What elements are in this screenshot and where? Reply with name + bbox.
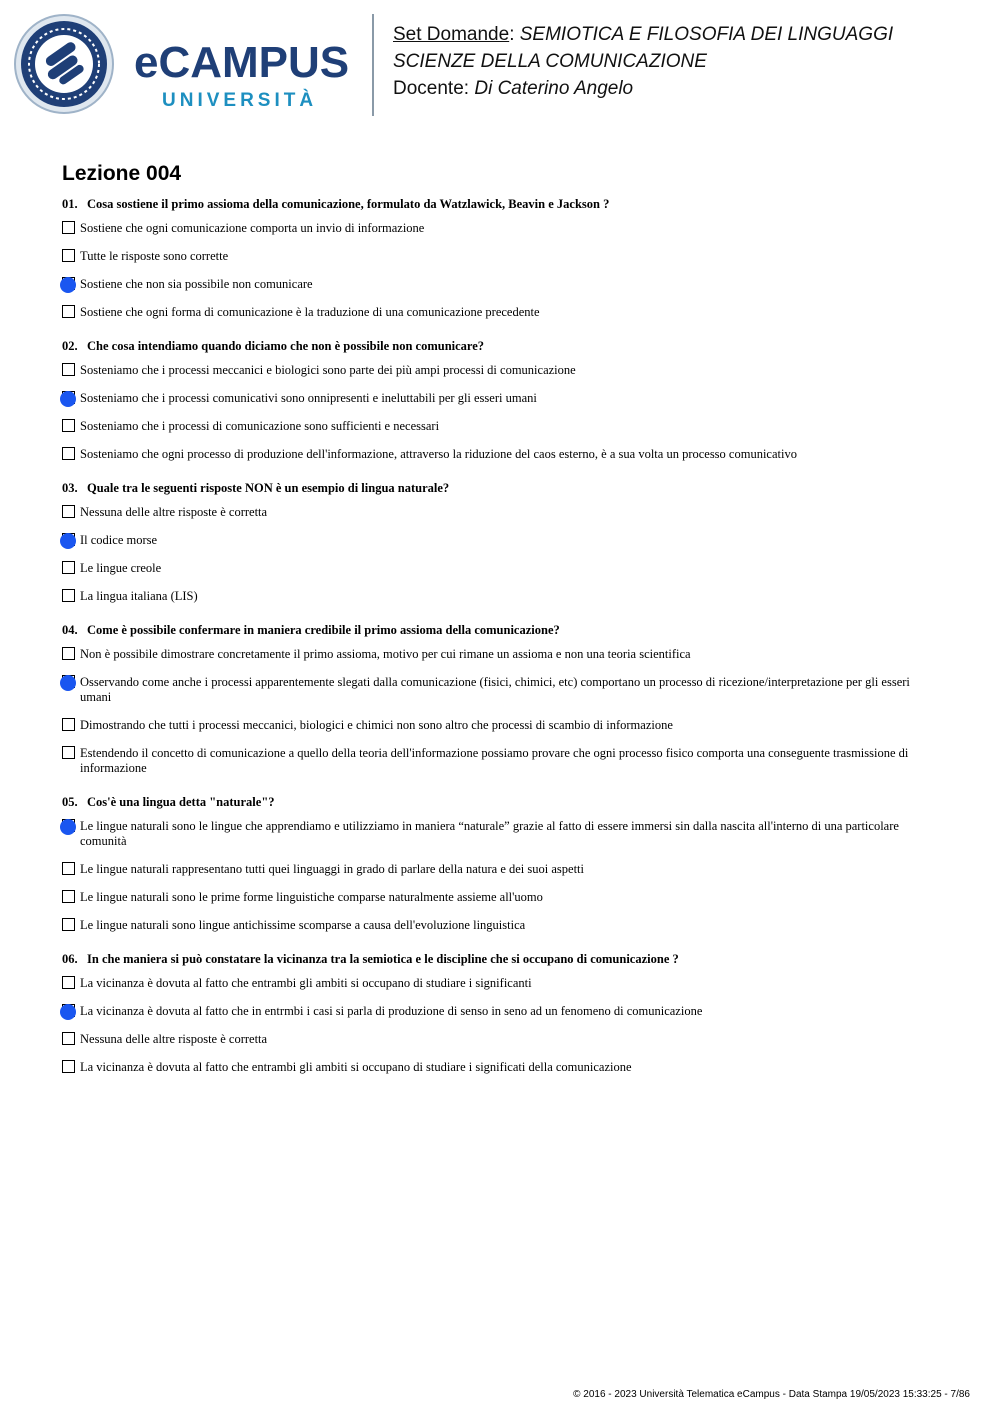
checkbox[interactable] bbox=[62, 976, 75, 989]
question-title bbox=[62, 196, 922, 212]
answer-text: Sosteniamo che i processi di comunicazione sono sufficienti e necessari bbox=[80, 419, 440, 433]
answer-option[interactable] bbox=[62, 976, 922, 991]
checkbox[interactable] bbox=[62, 363, 75, 376]
question-title bbox=[62, 951, 922, 967]
answer-option[interactable] bbox=[62, 819, 922, 849]
checkbox[interactable] bbox=[62, 1060, 75, 1073]
set-subtitle-line bbox=[393, 48, 893, 75]
question-text: Cos'è una lingua detta "naturale"? bbox=[87, 795, 275, 809]
selected-dot-icon bbox=[60, 391, 76, 407]
answer-text: Sostiene che ogni forma di comunicazione è la traduzione di una comunicazione precedente bbox=[80, 305, 540, 319]
question-item bbox=[62, 951, 922, 1075]
answer-text: Le lingue creole bbox=[80, 561, 162, 575]
checkbox[interactable] bbox=[62, 505, 75, 518]
question-number: 06. bbox=[62, 952, 78, 966]
answer-text: Sostiene che ogni comunicazione comporta un invio di informazione bbox=[80, 221, 425, 235]
answer-option[interactable] bbox=[62, 746, 922, 776]
answer-option[interactable] bbox=[62, 561, 922, 576]
set-line: Set Domande: SEMIOTICA E FILOSOFIA DEI LINGUAGGI bbox=[393, 24, 894, 45]
set-label: Set Domande bbox=[393, 24, 510, 45]
checkbox[interactable] bbox=[62, 746, 75, 759]
answer-text: Tutte le risposte sono corrette bbox=[80, 249, 229, 263]
answer-option[interactable] bbox=[62, 1060, 922, 1075]
answer-text: Sosteniamo che ogni processo di produzione dell'informazione, attraverso la riduzione del caos esterno, è a sua volta un processo comunicativo bbox=[80, 447, 797, 461]
question-text: Cosa sostiene il primo assioma della comunicazione, formulato da Watzlawick, Beavin e Jackson ? bbox=[87, 197, 610, 211]
question-item bbox=[62, 480, 922, 604]
answer-text: Nessuna delle altre risposte è corretta bbox=[80, 505, 268, 519]
checkbox[interactable] bbox=[62, 890, 75, 903]
checkbox[interactable] bbox=[62, 589, 75, 602]
question-title bbox=[62, 622, 922, 638]
checkbox[interactable] bbox=[62, 221, 75, 234]
teacher-line: Docente: Di Caterino Angelo bbox=[393, 78, 634, 99]
checkbox-checked[interactable] bbox=[62, 819, 75, 832]
checkbox-checked[interactable] bbox=[62, 675, 75, 688]
answer-option[interactable] bbox=[62, 589, 922, 604]
answer-option[interactable] bbox=[62, 249, 922, 264]
checkbox[interactable] bbox=[62, 419, 75, 432]
question-item bbox=[62, 794, 922, 933]
footer-copyright: © 2016 - 2023 Università Telematica eCampus - Data Stampa 19/05/2023 15:33:25 - 7/86 bbox=[573, 1389, 970, 1400]
question-list bbox=[62, 196, 922, 1093]
question-item bbox=[62, 338, 922, 462]
question-number: 03. bbox=[62, 481, 78, 495]
answer-option[interactable] bbox=[62, 305, 922, 320]
answer-text: Non è possibile dimostrare concretamente il primo assioma, motivo per cui rimane un assioma e non una teoria scientifica bbox=[80, 647, 691, 661]
question-text: Quale tra le seguenti risposte NON è un esempio di lingua naturale? bbox=[87, 481, 450, 495]
question-item bbox=[62, 622, 922, 776]
question-text: Come è possibile confermare in maniera credibile il primo assioma della comunicazione? bbox=[87, 623, 560, 637]
checkbox[interactable] bbox=[62, 862, 75, 875]
answer-option[interactable] bbox=[62, 647, 922, 662]
answer-option[interactable] bbox=[62, 363, 922, 378]
checkbox[interactable] bbox=[62, 561, 75, 574]
set-subtitle: SCIENZE DELLA COMUNICAZIONE bbox=[393, 51, 707, 72]
set-title: SEMIOTICA E FILOSOFIA DEI LINGUAGGI bbox=[519, 24, 894, 45]
question-title bbox=[62, 480, 922, 496]
answer-option[interactable] bbox=[62, 221, 922, 236]
teacher-label: Docente bbox=[393, 78, 464, 99]
checkbox[interactable] bbox=[62, 718, 75, 731]
question-number: 01. bbox=[62, 197, 78, 211]
answer-option[interactable] bbox=[62, 1004, 922, 1019]
svg-text:UNIVERSITÀ: UNIVERSITÀ bbox=[162, 90, 318, 111]
answer-option[interactable] bbox=[62, 918, 922, 933]
selected-dot-icon bbox=[60, 1004, 76, 1020]
answer-text: Nessuna delle altre risposte è corretta bbox=[80, 1032, 268, 1046]
answer-text: Sostiene che non sia possibile non comunicare bbox=[80, 277, 313, 291]
answer-option[interactable] bbox=[62, 862, 922, 877]
checkbox[interactable] bbox=[62, 305, 75, 318]
selected-dot-icon bbox=[60, 277, 76, 293]
teacher-name: Di Caterino Angelo bbox=[474, 78, 634, 99]
answer-text: Osservando come anche i processi apparentemente slegati dalla comunicazione (fisici, chimici, etc) comportano un processo di ricezione/interpretazione per gli esseri umani bbox=[80, 675, 910, 704]
answer-option[interactable] bbox=[62, 419, 922, 434]
ecampus-logo bbox=[14, 14, 359, 118]
answer-option[interactable] bbox=[62, 533, 922, 548]
selected-dot-icon bbox=[60, 533, 76, 549]
answer-text: Sosteniamo che i processi meccanici e biologici sono parte dei più ampi processi di comunicazione bbox=[80, 363, 576, 377]
svg-text:eCAMPUS: eCAMPUS bbox=[134, 38, 350, 87]
answer-option[interactable] bbox=[62, 505, 922, 520]
answer-text: La vicinanza è dovuta al fatto che entrambi gli ambiti si occupano di studiare i significati della comunicazione bbox=[80, 1060, 632, 1074]
answer-text: Le lingue naturali sono le prime forme linguistiche comparse naturalmente assieme all'uomo bbox=[80, 890, 543, 904]
page-header bbox=[0, 0, 1000, 130]
course-info bbox=[393, 21, 893, 102]
selected-dot-icon bbox=[60, 819, 76, 835]
answer-text: La vicinanza è dovuta al fatto che entrambi gli ambiti si occupano di studiare i significanti bbox=[80, 976, 532, 990]
checkbox-checked[interactable] bbox=[62, 391, 75, 404]
checkbox-checked[interactable] bbox=[62, 1004, 75, 1017]
header-divider bbox=[372, 14, 374, 116]
answer-text: Le lingue naturali sono le lingue che apprendiamo e utilizziamo in maniera “naturale” grazie al fatto di essere immersi sin dalla nascita all'interno di una particolare comunità bbox=[80, 819, 899, 848]
answer-text: Le lingue naturali rappresentano tutti quei linguaggi in grado di parlare della natura e dei suoi aspetti bbox=[80, 862, 584, 876]
question-item bbox=[62, 196, 922, 320]
question-text: In che maniera si può constatare la vicinanza tra la semiotica e le discipline che si occupano di comunicazione ? bbox=[87, 952, 679, 966]
answer-text: Dimostrando che tutti i processi meccanici, biologici e chimici non sono altro che processi di scambio di informazione bbox=[80, 718, 673, 732]
answer-option[interactable] bbox=[62, 675, 922, 705]
checkbox[interactable] bbox=[62, 647, 75, 660]
checkbox[interactable] bbox=[62, 918, 75, 931]
checkbox[interactable] bbox=[62, 249, 75, 262]
question-text: Che cosa intendiamo quando diciamo che non è possibile non comunicare? bbox=[87, 339, 485, 353]
answer-option[interactable] bbox=[62, 447, 922, 462]
answer-option[interactable] bbox=[62, 890, 922, 905]
checkbox-checked[interactable] bbox=[62, 277, 75, 290]
lesson-title: Lezione 004 bbox=[62, 162, 182, 185]
question-title bbox=[62, 794, 922, 810]
answer-option[interactable] bbox=[62, 391, 922, 406]
answer-text: La lingua italiana (LIS) bbox=[80, 589, 198, 603]
checkbox-checked[interactable] bbox=[62, 533, 75, 546]
answer-option[interactable] bbox=[62, 718, 922, 733]
answer-text: La vicinanza è dovuta al fatto che in entrmbi i casi si parla di produzione di senso in seno ad un fenomeno di comunicazione bbox=[80, 1004, 703, 1018]
answer-option[interactable] bbox=[62, 1032, 922, 1047]
question-number: 05. bbox=[62, 795, 78, 809]
question-number: 02. bbox=[62, 339, 78, 353]
checkbox[interactable] bbox=[62, 447, 75, 460]
answer-text: Estendendo il concetto di comunicazione a quello della teoria dell'informazione possiamo provare che ogni processo fisico comporta una conseguente trasmissione di informazione bbox=[80, 746, 909, 775]
answer-text: Sosteniamo che i processi comunicativi sono onnipresenti e ineluttabili per gli esseri umani bbox=[80, 391, 537, 405]
answer-option[interactable] bbox=[62, 277, 922, 292]
checkbox[interactable] bbox=[62, 1032, 75, 1045]
question-number: 04. bbox=[62, 623, 78, 637]
selected-dot-icon bbox=[60, 675, 76, 691]
answer-text: Il codice morse bbox=[80, 533, 158, 547]
answer-text: Le lingue naturali sono lingue antichissime scomparse a causa dell'evoluzione linguistica bbox=[80, 918, 526, 932]
question-title bbox=[62, 338, 922, 354]
